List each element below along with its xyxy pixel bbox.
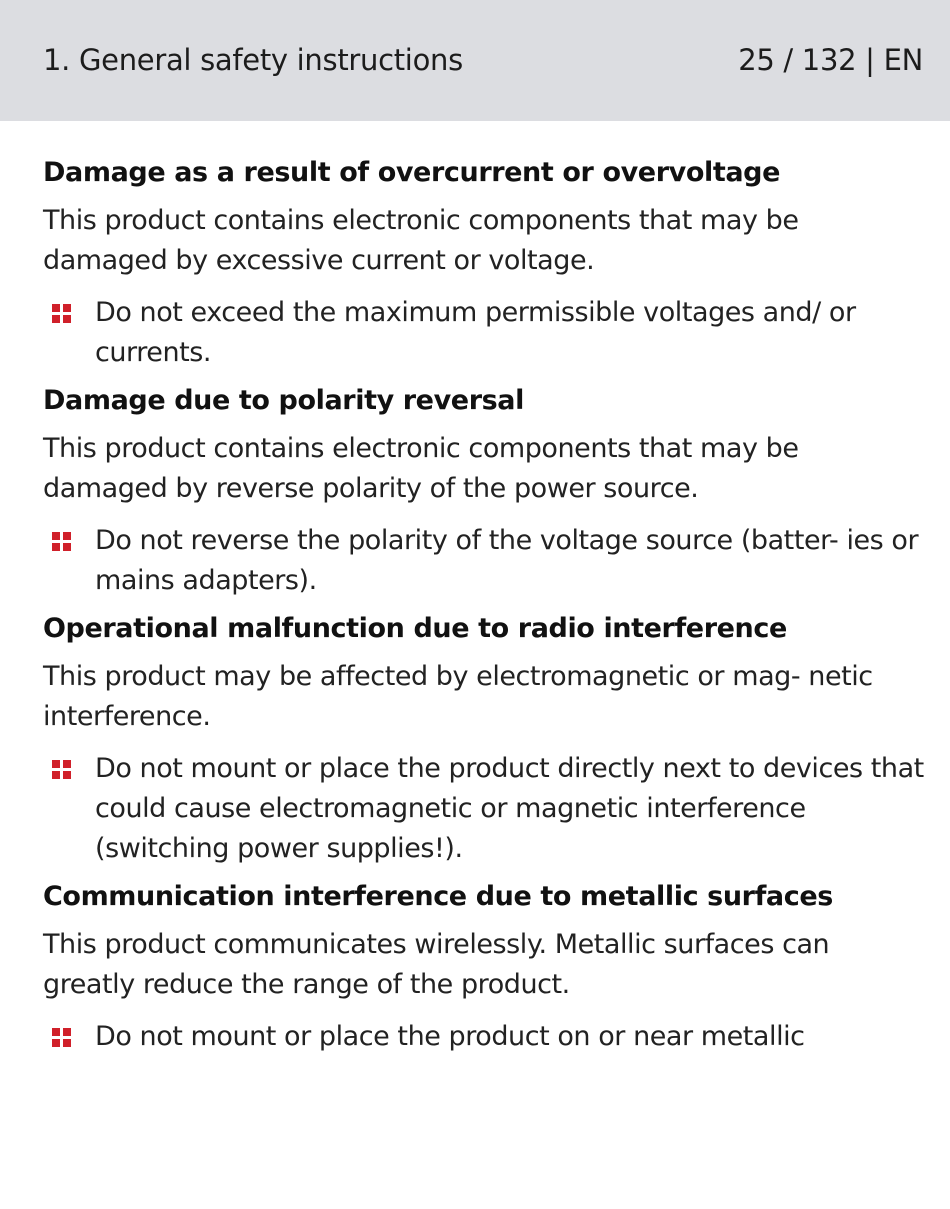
bullet-item (43, 1017, 928, 1057)
section-metallic-surfaces (43, 877, 928, 1057)
section-text: This product communicates wirelessly. Metallic surfaces can greatly reduce the range of the product. (43, 929, 830, 1000)
section-heading: Damage as a result of overcurrent or overvoltage (43, 157, 780, 188)
bullet-icon (52, 532, 71, 551)
section-heading: Operational malfunction due to radio interference (43, 613, 787, 644)
section-text: This product may be affected by electromagnetic or mag- netic interference. (43, 661, 873, 732)
section-radio-interference (43, 609, 928, 869)
bullet-icon (52, 1028, 71, 1047)
bullet-icon (52, 304, 71, 323)
bullet-item (43, 293, 928, 373)
section-polarity-reversal (43, 381, 928, 601)
bullet-item (43, 749, 928, 869)
chapter-title: 1. General safety instructions (43, 43, 463, 77)
section-overcurrent-overvoltage (43, 153, 928, 373)
bullet-text: Do not reverse the polarity of the voltage source (batter- ies or mains adapters). (95, 525, 919, 596)
bullet-text: Do not mount or place the product directly next to devices that could cause electromagnetic or magnetic interference (switching power supplies!). (95, 753, 924, 864)
section-heading: Damage due to polarity reversal (43, 385, 524, 416)
section-heading: Communication interference due to metallic surfaces (43, 881, 833, 912)
bullet-item (43, 521, 928, 601)
bullet-text: Do not exceed the maximum permissible voltages and/ or currents. (95, 297, 856, 368)
page-header (0, 0, 950, 121)
bullet-icon (52, 760, 71, 779)
page-number-language: 25 / 132 | EN (738, 43, 923, 77)
section-text: This product contains electronic components that may be damaged by reverse polarity of the power source. (43, 433, 799, 504)
bullet-text: Do not mount or place the product on or near metallic (95, 1021, 805, 1052)
section-text: This product contains electronic components that may be damaged by excessive current or voltage. (43, 205, 799, 276)
page-content (43, 153, 928, 1065)
